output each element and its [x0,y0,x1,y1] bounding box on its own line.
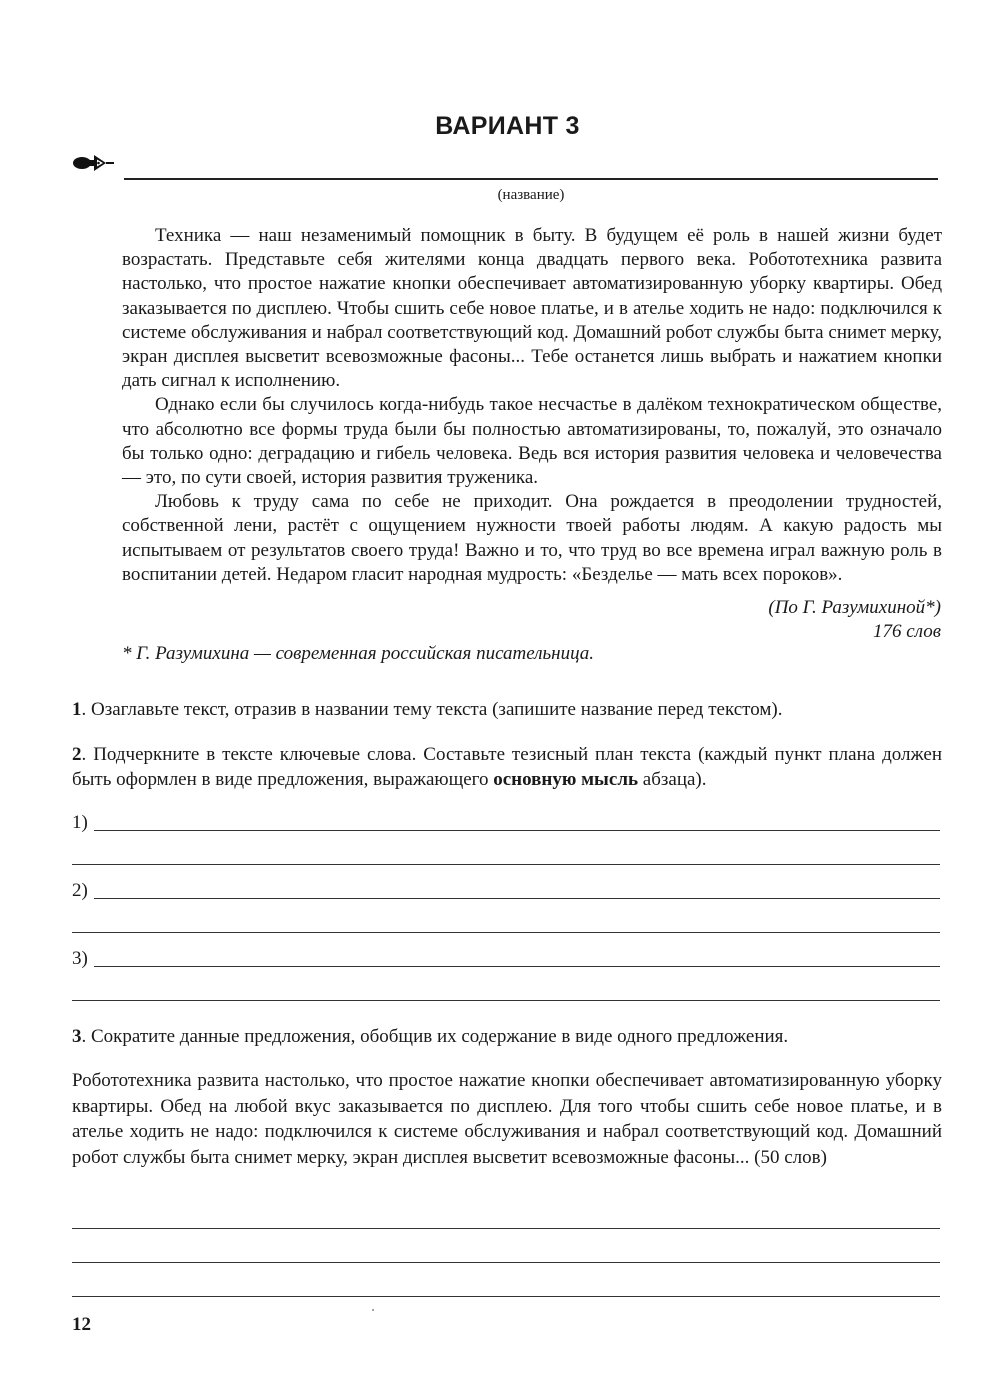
answer-line-2[interactable] [72,1262,940,1263]
plan-item-2-line[interactable] [94,898,940,899]
text-paragraph-1: Техника — наш незаменимый помощник в быту. В будущем её роль в нашей жизни будет возрастать. Представьте себя жителями конца двадцать первого века. Робототехника развита настолько, что простое нажатие кнопки обеспечивает автоматизированную уборку квартиры. Обед заказывается по дисплею. Чтобы сшить себе новое платье, и в ателье ходить не надо: подключился к системе обслуживания и набрал соответствующий код. Домашний робот службы быта снимет мерку, экран дисплея высветит всевозможные фасоны... Тебе останется лишь выбрать и нажатием кнопки дать сигнал к исполнению. [122,225,942,392]
task-2-text-b: абзаца). [638,769,707,790]
plan-item-1-line[interactable] [94,830,940,831]
plan-item-2-line-2[interactable] [72,932,940,933]
task-3-number: 3 [72,1026,82,1047]
answer-line-3[interactable] [72,1296,940,1297]
task-2-number: 2 [72,744,82,765]
text-paragraph-3: Любовь к труду сама по себе не приходит. Она рождается в преодолении трудностей, собственной лени, растёт с ощущением нужности твоей работы людям. А какую радость мы испытываем от результатов своего труда! Важно и то, что труд во все времена играл важную роль в воспитании детей. Недаром гласит народная мудрость: «Безделье — мать всех пороков». [122,491,942,585]
main-text [122,224,942,587]
answer-line-1[interactable] [72,1228,940,1229]
print-speck [372,1309,374,1311]
plan-item-3-line[interactable] [94,966,940,967]
title-line-caption: (название) [497,187,565,203]
page-number: 12 [72,1314,91,1335]
task-1-number: 1 [72,699,82,720]
task-3-text: . Сократите данные предложения, обобщив их содержание в виде одного предложения. [81,1026,789,1047]
task-2 [72,742,942,792]
task-3-passage: Робототехника развита настолько, что простое нажатие кнопки обеспечивает автоматизированную уборку квартиры. Обед на любой вкус заказывается по дисплею. Для того чтобы сшить себе новое платье, и в ателье ходить не надо: подключился к системе обслуживания и набрал соответствующий код. Домашний робот службы быта снимет мерку, экран дисплея высветит всевозможные фасоны... (50 слов) [72,1070,942,1168]
plan-item-1-line-2[interactable] [72,864,940,865]
variant-title: ВАРИАНТ 3 [435,112,580,140]
text-paragraph-2: Однако если бы случилось когда-нибудь такое несчастье в далёком технократическом обществе, что абсолютно все формы труда были бы полностью автоматизированы, то, пожалуй, это означало бы только одно: деградацию и гибель человека. Ведь вся история развития человека и человечества — это, по сути своей, история развития труженика. [122,394,942,489]
source-attribution [600,596,941,644]
task-2-text-a: . Подчеркните в тексте ключевые слова. Составьте тезисный план текста (каждый пункт плана должен быть оформлен в виде предложения, выражающего [72,744,942,790]
task-1 [72,697,942,722]
title-answer-line[interactable] [124,178,938,180]
task-1-text: . Озаглавьте текст, отразив в названии тему текста (запишите название перед текстом). [81,699,783,720]
pen-icon [72,150,118,176]
plan-item-1-label: 1) [72,812,88,833]
word-count: 176 слов [873,621,941,642]
footnote: * Г. Разумихина — современная российская писательница. [122,643,595,664]
plan-item-3-label: 3) [72,948,88,969]
plan-item-3-line-2[interactable] [72,1000,940,1001]
task-2-bold-phrase: основную мысль [493,769,639,790]
task-3 [72,1024,942,1049]
plan-item-2-label: 2) [72,880,88,901]
source-author: (По Г. Разумихиной*) [768,597,941,618]
